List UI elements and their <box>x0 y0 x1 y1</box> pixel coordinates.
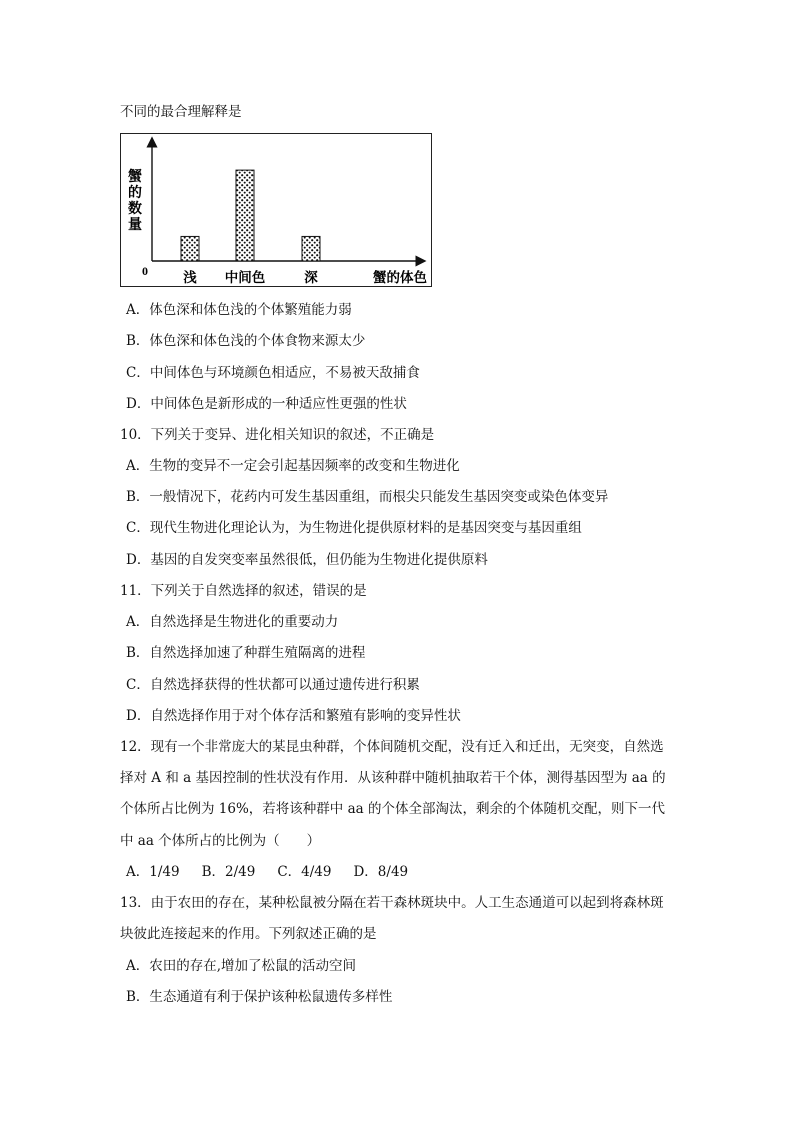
q9-option-a: A．体色深和体色浅的个体繁殖能力弱 <box>126 302 352 318</box>
q9-option-d: D．中间体色是新形成的一种适应性更强的性状 <box>126 396 407 412</box>
q9-option-b: B．体色深和体色浅的个体食物来源太少 <box>126 333 366 349</box>
q11-option-b: B．自然选择加速了种群生殖隔离的进程 <box>126 645 366 661</box>
q13-stem-line-1: 13．由于农田的存在，某种松鼠被分隔在若干森林斑块中。人工生态通道可以起到将森林斑 <box>120 895 664 911</box>
crab-color-chart <box>120 133 432 287</box>
q10-option-a: A．生物的变异不一定会引起基因频率的改变和生物进化 <box>126 458 460 474</box>
q10-option-d: D．基因的自发突变率虽然很低，但仍能为生物进化提供原料 <box>126 552 488 568</box>
q12-choice-a: A．1/49 <box>126 864 180 880</box>
q12-choices <box>126 863 430 881</box>
x-tick-label-1: 浅 <box>183 270 197 285</box>
q12-choice-c: C．4/49 <box>277 864 332 880</box>
q12-stem-line-1: 12．现有一个非常庞大的某昆虫种群，个体间随机交配，没有迁入和迁出，无突变，自然选 <box>120 739 664 755</box>
q10-option-c: C．现代生物进化理论认为，为生物进化提供原材料的是基因突变与基因重组 <box>126 520 582 536</box>
q11-option-c: C．自然选择获得的性状都可以通过遗传进行积累 <box>126 677 420 693</box>
intro-line: 不同的最合理解释是 <box>120 104 242 120</box>
y-axis-label: 蟹的数量 <box>128 170 142 233</box>
q12-stem-line-3: 个体所占比例为 16%，若将该种群中 aa 的个体全部淘汰，剩余的个体随机交配，则下一代 <box>120 801 665 817</box>
q11-stem: 11．下列关于自然选择的叙述，错误的是 <box>120 583 367 599</box>
q11-option-d: D．自然选择作用于对个体存活和繁殖有影响的变异性状 <box>126 708 461 724</box>
bar-3 <box>302 236 320 261</box>
q13-option-b: B．生态通道有利于保护该种松鼠遗传多样性 <box>126 989 393 1005</box>
q10-option-b: B．一般情况下，花药内可发生基因重组，而根尖只能发生基因突变或染色体变异 <box>126 489 609 505</box>
q12-stem-line-4: 中 aa 个体所占的比例为（ ） <box>120 833 321 849</box>
q12-choice-d: D．8/49 <box>353 864 409 880</box>
q9-option-c: C．中间体色与环境颜色相适应，不易被天敌捕食 <box>126 365 420 381</box>
x-tick-label-3: 深 <box>304 270 318 285</box>
q12-choice-b: B．2/49 <box>201 864 256 880</box>
x-tick-label-2: 中间色 <box>224 270 266 285</box>
x-axis-label: 蟹的体色 <box>373 270 427 285</box>
q10-stem: 10．下列关于变异、进化相关知识的叙述，不正确是 <box>120 427 435 443</box>
q11-option-a: A．自然选择是生物进化的重要动力 <box>126 614 339 630</box>
q13-stem-line-2: 块彼此连接起来的作用。下列叙述正确的是 <box>120 926 377 942</box>
q12-stem-line-2: 择对 A 和 a 基因控制的性状没有作用．从该种群中随机抽取若干个体，测得基因型为 aa 的 <box>120 770 666 786</box>
chart-svg <box>121 134 433 288</box>
bar-2 <box>236 170 254 261</box>
q13-option-a: A．农田的存在,增加了松鼠的活动空间 <box>126 958 357 974</box>
bar-1 <box>181 236 199 261</box>
origin-label: 0 <box>142 264 148 278</box>
